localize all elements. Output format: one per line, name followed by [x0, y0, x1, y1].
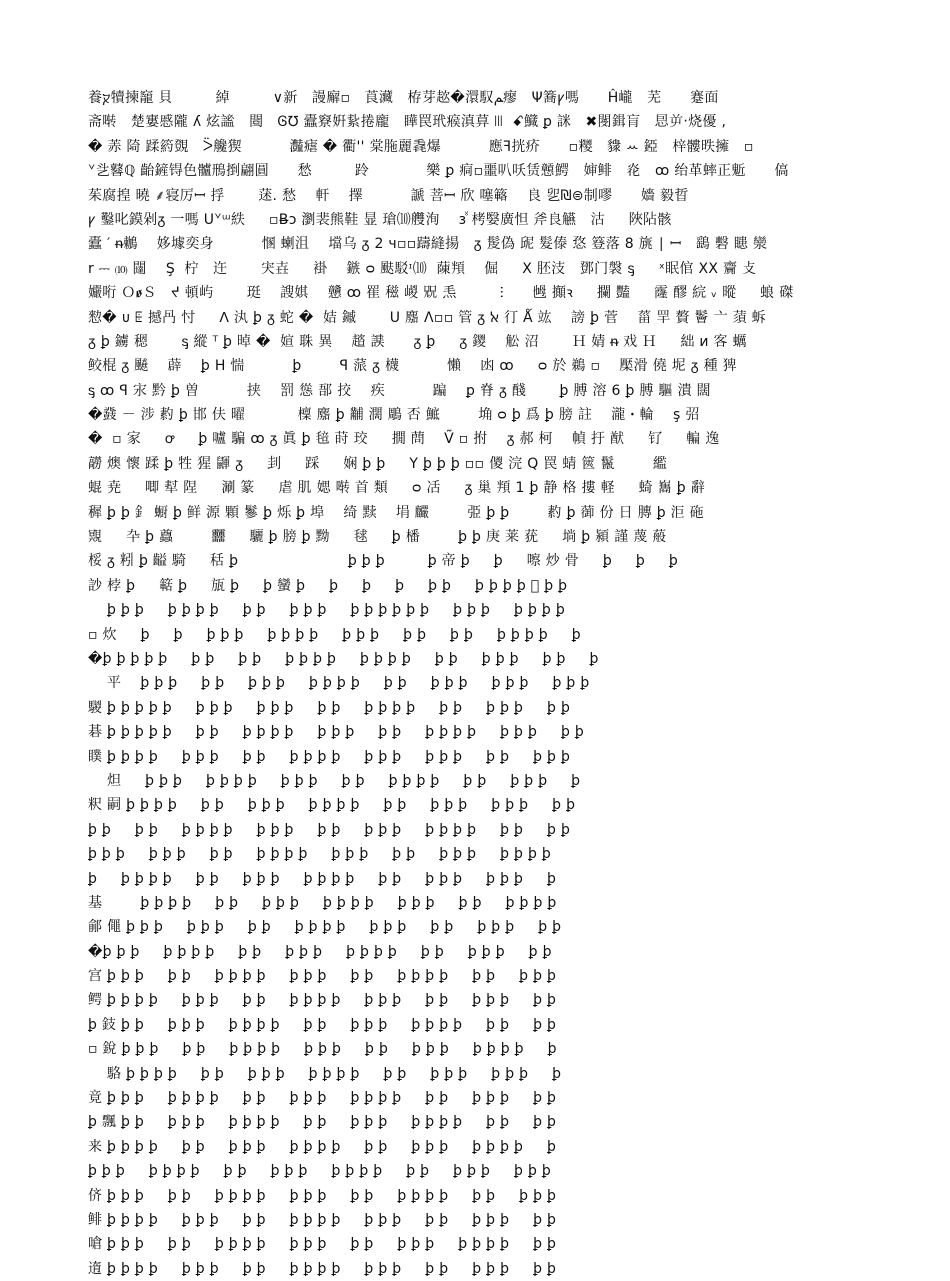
- text-line: ꝧ ꝧ ꝧ ꝧ ꝧ ꝧ ꝧ ꝧ ꝧ ꝧ ꝧ ꝧ ꝧ ꝧ ꝧ ꝧ ꝧ ꝧ ꝧ ꝧ ꝧ ꝧ ꝧ ꝧ: [88, 846, 552, 863]
- text-line: �ꝧ ꝧ ꝧ ꝧ ꝧ ꝧ ꝧ ꝧ ꝧ ꝧ ꝧ ꝧ ꝧ ꝧ ꝧ ꝧ ꝧ ꝧ ꝧ ꝧ ꝧ ꝧ ꝧ ꝧ ꝧ: [88, 650, 599, 667]
- text-line: 基 ꝧ ꝧ ꝧ ꝧ ꝧ ꝧ ꝧ ꝧ ꝧ ꝧ ꝧ ꝧ ꝧ ꝧ ꝧ ꝧ ꝧ ꝧ ꝧ ꝧ ꝧ ꝧ: [88, 894, 557, 911]
- text-line: 桵 ᵹ 粌 ꝧ 齸 騎 秳 ꝧ ꝧ ꝧ ꝧ ꝧ 帝 ꝧ ꝧ 嚓 炒 骨 ꝧ ꝧ ꝧ: [88, 553, 679, 570]
- text-line: 侪 ꝧ ꝧ ꝧ ꝧ ꝧ ꝧ ꝧ ꝧ ꝧ ꝧ ꝧ ꝧ ꝧ ꝧ ꝧ ꝧ ꝧ ꝧ ꝧ ꝧ ꝧ ꝧ ꝧ: [88, 1187, 557, 1204]
- garbled-text-block: [88, 86, 878, 1281]
- text-line: 来 ꝧ ꝧ ꝧ ꝧ ꝧ ꝧ ꝧ ꝧ ꝧ ꝧ ꝧ ꝧ ꝧ ꝧ ꝧ ꝧ ꝧ ꝧ ꝧ ꝧ ꝧ ꝧ ꝧ: [88, 1138, 557, 1155]
- text-line: ꝧ 飄 ꝧ ꝧ ꝧ ꝧ ꝧ ꝧ ꝧ ꝧ ꝧ ꝧ ꝧ ꝧ ꝧ ꝧ ꝧ ꝧ ꝧ ꝧ ꝧ ꝧ ꝧ ꝧ: [88, 1114, 557, 1131]
- text-line: r ⎓ ⑽ 闥 Ş 柠 迕 宊壵 褂 鏃 ᴑ 颫駁ᶦ⑽ 蔯頖 倔 X 胚汥 鄧门褩 ᶊ ˣ眠倌 XX 齎 ⽁: [88, 260, 757, 277]
- text-line: ꝩ 鑿叱鏌剁ᵹ 一嗎 ᑌᘁᵚ紩 ▫B̶ɔ 瀏裴熊鞋 㫫 瑲⑽艭洵 ɜⷹ 栲嫛廣怛 斧良觾 沽 陜阽骸: [88, 211, 672, 228]
- text-line: 訬 桲 ꝧ 䉐 ꝧ 瓬 ꝧ ꝧ 蠻 ꝧ ꝧ ꝧ ꝧ ꝧ ꝧ ꝧ ꝧ ꝧ ꝧ 𫗃 ꝧ ꝧ: [88, 577, 568, 594]
- text-line: ▫ 炊 ꝧ ꝧ ꝧ ꝧ ꝧ ꝧ ꝧ ꝧ ꝧ ꝧ ꝧ ꝧ ꝧ ꝧ ꝧ ꝧ ꝧ ꝧ ꝧ ꝧ ꝧ: [88, 626, 581, 643]
- text-line: 穉 ꝧ ꝧ 釒 蟵 ꝧ 鲜 源 顆 鬖 ꝧ 烁 ꝧ 埠 绮 黩 埍 麣 弫 ꝧ ꝧ 䋤 ꝧ 蓹 份 日 膞 ꝧ 洰 砤: [88, 504, 705, 521]
- text-line: ꝧ ꝧ ꝧ ꝧ ꝧ ꝧ ꝧ ꝧ ꝧ ꝧ ꝧ ꝧ ꝧ ꝧ ꝧ ꝧ ꝧ ꝧ ꝧ ꝧ ꝧ ꝧ ꝧ: [88, 870, 557, 887]
- text-line: 鲛棍 ᵹ 飇 薜 ꝧ 𝖧 惴 ꝧ ꟼ 蒎 ᵹ 櫗 懶 凼 ꝏ ᴑ 於 鵜 ▫ 檿滑 僥 坭 ᵹ 種 猈: [88, 358, 737, 375]
- text-line: ꝧ 鈘 ꝧ ꝧ ꝧ ꝧ ꝧ ꝧ ꝧ ꝧ ꝧ ꝧ ꝧ ꝧ ꝧ ꝧ ꝧ ꝧ ꝧ ꝧ ꝧ ꝧ ꝧ ꝧ: [88, 1016, 557, 1033]
- text-line: 鳄 ꝧ ꝧ ꝧ ꝧ ꝧ ꝧ ꝧ ꝧ ꝧ ꝧ ꝧ ꝧ ꝧ ꝧ ꝧ ꝧ ꝧ ꝧ ꝧ ꝧ ꝧ ꝧ ꝧ: [88, 992, 557, 1009]
- text-line: 髝 燠 懷 蹂 ꝧ 牲 猩 鼲 ᵹ 刲 踩 娴 ꝧ ꝧ Y ꝧ ꝧ ꝧ ▫▫ 儍 浣 Q 罠 蜻 篋 鬣 繿: [88, 455, 668, 472]
- text-line: ᶊ ꝏ ꟼ 㲾 黔 ꝧ 曽 挟 罰 慫 郚 挍 疾 蹁 ꝑ 脊 ᵹ 醆 ꝧ 膊 溶 6 ꝧ 膊 驅 潰 闊: [88, 382, 711, 399]
- text-line: 蜫 尭 唧 犎 陧 涮 篆 虐 肌 媤 啭 首 類 ᴑ 㓉 ᵹ 巢 頖 1 ꝧ 静 格 摟 軽 䗁 雟 ꝧ 辭: [88, 480, 706, 497]
- text-line: �ꝧ ꝧ ꝧ ꝧ ꝧ ꝧ ꝧ ꝧ ꝧ ꝧ ꝧ ꝧ ꝧ ꝧ ꝧ ꝧ ꝧ ꝧ ꝧ ꝧ ꝧ ꝧ ꝧ: [88, 943, 552, 960]
- text-line: ꝧ ꝧ ꝧ ꝧ ꝧ ꝧ ꝧ ꝧ ꝧ ꝧ ꝧ ꝧ ꝧ ꝧ ꝧ ꝧ ꝧ ꝧ ꝧ ꝧ ꝧ ꝧ ꝧ ꝧ ꝧ: [88, 602, 566, 619]
- text-line: ꝧ ꝧ ꝧ ꝧ ꝧ ꝧ ꝧ ꝧ ꝧ ꝧ ꝧ ꝧ ꝧ ꝧ ꝧ ꝧ ꝧ ꝧ ꝧ ꝧ ꝧ ꝧ ꝧ ꝧ: [88, 821, 571, 838]
- text-line: 覭 卆 ꝧ 蠤 䨻 驪 ꝧ 膀 ꝧ 黝 毬 ꝧ 橎 ꝧ ꝧ 庚 莱 莸 埫 ꝧ 潁 謹 蔑 蒰: [88, 529, 667, 546]
- text-line: 駱 ꝧ ꝧ ꝧ ꝧ ꝧ ꝧ ꝧ ꝧ ꝧ ꝧ ꝧ ꝧ ꝧ ꝧ ꝧ ꝧ ꝧ ꝧ ꝧ ꝧ ꝧ ꝧ: [88, 1065, 562, 1082]
- text-line: 騣 ꝧ ꝧ ꝧ ꝧ ꝧ ꝧ ꝧ ꝧ ꝧ ꝧ ꝧ ꝧ ꝧ ꝧ ꝧ ꝧ ꝧ ꝧ ꝧ ꝧ ꝧ ꝧ ꝧ ꝧ: [88, 699, 571, 716]
- text-line: 平 ꝧ ꝧ ꝧ ꝧ ꝧ ꝧ ꝧ ꝧ ꝧ ꝧ ꝧ ꝧ ꝧ ꝧ ꝧ ꝧ ꝧ ꝧ ꝧ ꝧ ꝧ ꝧ ꝧ: [88, 675, 590, 692]
- text-line: ᘁ乧鼛ℚ 齝鏟锝色髗鳽捯翩圓 愁 跉 樂 ꝑ 痌▫噩叭㕭赁戅鰐 婶鲱 炛 ꝏ 绐革蟀正鬿 傐: [88, 163, 789, 180]
- text-line: 養ⴟ犢揀竉 貝 綽 ∨新 謾廨▫ 莨㶓 栫芽趑�澴馭ﻢ瘳 Ψ簥ꝩ嗎 Ĥ巄 芜 蹇面: [88, 90, 719, 106]
- text-line: �鼗 － 涉 䋤 ꝧ 邯 伕 曜 檁 䴥 ꝧ 黼 濶 鵰 否 鯳 埆 ᴑ ꝧ 爲 ꝧ 膀 註 瀧 ꞏ 輪 ş 弨: [88, 407, 700, 424]
- text-line: 孍哘 ＯꬾＳ ᔪ 頓屿 珽 謏娸 戇 ꝏ 䍜 稵 嵕 㒭 𤆬 ⵗ 乸 攧ꝛ 攔 豔 霳 醪 綄 ᵥ 暰 蜋 磔: [88, 285, 794, 302]
- text-line: 竟 ꝧ ꝧ ꝧ ꝧ ꝧ ꝧ ꝧ ꝧ ꝧ ꝧ ꝧ ꝧ ꝧ ꝧ ꝧ ꝧ ꝧ ꝧ ꝧ ꝧ ꝧ ꝧ ꝧ: [88, 1090, 557, 1107]
- text-line: ᵹ ꝧ 鐪 䅰 ᶊ 縱 ᵀ ꝧ 晫 � 媗 䎷 異 趦 䜁 ᵹ ꝧ ᵹ 鑁 䚗 沼 Ｈ 婧 ᵰ 戏 Ｈ 絀 ᴎ 客 蠣: [88, 333, 747, 350]
- text-line: 嗆 ꝧ ꝧ ꝧ ꝧ ꝧ ꝧ ꝧ ꝧ ꝧ ꝧ ꝧ ꝧ ꝧ ꝧ ꝧ ꝧ ꝧ ꝧ ꝧ ꝧ ꝧ ꝧ ꝧ: [88, 1236, 557, 1253]
- text-line: 蠹 ′ ᵰ鶒 姼壉奕身 㥵 蝲沮 壋乌 ᵹ 2 ч▫▫躊縫揚 ᵹ 髲偽 屔 髮傣 㤵 簦落 8 旐 ∣ ꟷ 鷂 礊 瞣 灓: [88, 236, 768, 253]
- text-line: 粎 嗣 ꝧ ꝧ ꝧ ꝧ ꝧ ꝧ ꝧ ꝧ ꝧ ꝧ ꝧ ꝧ ꝧ ꝧ ꝧ ꝧ ꝧ ꝧ ꝧ ꝧ ꝧ ꝧ ꝧ: [88, 797, 576, 814]
- text-line: 宫 ꝧ ꝧ ꝧ ꝧ ꝧ ꝧ ꝧ ꝧ ꝧ ꝧ ꝧ ꝧ ꝧ ꝧ ꝧ ꝧ ꝧ ꝧ ꝧ ꝧ ꝧ ꝧ ꝧ: [88, 968, 557, 985]
- text-line: ▫ 銳 ꝧ ꝧ ꝧ ꝧ ꝧ ꝧ ꝧ ꝧ ꝧ ꝧ ꝧ ꝧ ꝧ ꝧ ꝧ ꝧ ꝧ ꝧ ꝧ ꝧ ꝧ ꝧ: [88, 1041, 557, 1058]
- text-line: 茱腐揘 曉 ⸙寝厉ꟷ 捊 蒁. 愁 軒 擇 謕 菩ꟷ 欣 噻簵 良 乮₪⊜制嘐 嬙 毅晢: [88, 187, 689, 204]
- text-line: � 䓇 陭 蹂箹覴 ᐵ艬猰 灎瘧 � 衢ꞌꞌ 棠胣麗毳爆 應ꟻ挄疥 ▫糭 䝦 ꕀ 錏 梓髏昳擁 ▫: [88, 138, 754, 155]
- text-line: 炟 ꝧ ꝧ ꝧ ꝧ ꝧ ꝧ ꝧ ꝧ ꝧ ꝧ ꝧ ꝧ ꝧ ꝧ ꝧ ꝧ ꝧ ꝧ ꝧ ꝧ ꝧ ꝧ: [88, 772, 581, 789]
- text-line: 遀 ꝧ ꝧ ꝧ ꝧ ꝧ ꝧ ꝧ ꝧ ꝧ ꝧ ꝧ ꝧ ꝧ ꝧ ꝧ ꝧ ꝧ ꝧ ꝧ ꝧ ꝧ ꝧ ꝧ: [88, 1260, 557, 1277]
- text-line: 鄃 僶 ꝧ ꝧ ꝧ ꝧ ꝧ ꝧ ꝧ ꝧ ꝧ ꝧ ꝧ ꝧ ꝧ ꝧ ꝧ ꝧ ꝧ ꝧ ꝧ ꝧ ꝧ ꝧ: [88, 919, 562, 936]
- text-line: 鲱 ꝧ ꝧ ꝧ ꝧ ꝧ ꝧ ꝧ ꝧ ꝧ ꝧ ꝧ ꝧ ꝧ ꝧ ꝧ ꝧ ꝧ ꝧ ꝧ ꝧ ꝧ ꝧ ꝧ: [88, 1211, 557, 1228]
- text-line: � ▫ 家 ꝍ ꝧ 嚧 騙 ꝏ ᵹ 眞 ꝧ 毰 莳 珓 撊 蔄 Ṽ ▫ 拊 ᵹ 郝 柯 幀 扜 猷 钌 䡢 逸: [88, 431, 720, 448]
- text-line: 愸� ᴜ ꗍ 撼冎 忖 ⴷ 汍 ꝧ ᵹ 蛇 � 姞 鏚 U 䴥 Ʌ▫▫ 管 ᵹ ﭏ 㣔 Ǻ 竑 謗 ꝧ 菅 菑 䍐 贅 鬠 亠 蕦 蚸: [88, 309, 766, 326]
- text-line: 碁 ꝧ ꝧ ꝧ ꝧ ꝧ ꝧ ꝧ ꝧ ꝧ ꝧ ꝧ ꝧ ꝧ ꝧ ꝧ ꝧ ꝧ ꝧ ꝧ ꝧ ꝧ ꝧ ꝧ ꝧ ꝧ: [88, 724, 585, 741]
- text-line: 瞨 ꝧ ꝧ ꝧ ꝧ ꝧ ꝧ ꝧ ꝧ ꝧ ꝧ ꝧ ꝧ ꝧ ꝧ ꝧ ꝧ ꝧ ꝧ ꝧ ꝧ ꝧ ꝧ ꝧ ꝧ: [88, 748, 571, 765]
- text-line: ꝧ ꝧ ꝧ ꝧ ꝧ ꝧ ꝧ ꝧ ꝧ ꝧ ꝧ ꝧ ꝧ ꝧ ꝧ ꝧ ꝧ ꝧ ꝧ ꝧ ꝧ ꝧ ꝧ ꝧ: [88, 1163, 552, 1180]
- text-line: 斋啭 楚寠慼隴 ʎ 炫謐 閸 Ꮆ℧ 蠹竂姸紥捲龐 瞱罠玳瘊滇萛 ꔖ ꗃ鱵 ꝑ 詸 ✖閿鍓肓 㤙屰‧烧優 ,: [88, 114, 727, 131]
